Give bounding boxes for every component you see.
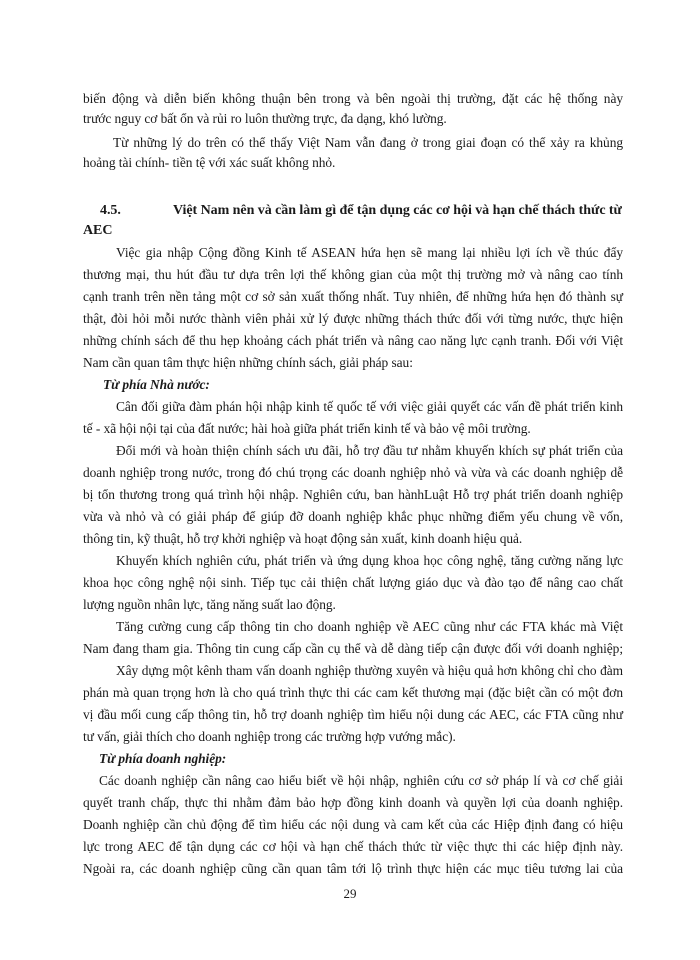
paragraph-line: Từ những lý do trên có thể thấy Việt Nam vẫn đang ở trong giai đoạn có thể xảy ra khủng [113,135,623,150]
paragraph-line: Xây dựng một kênh tham vấn doanh nghiệp thường xuyên và hiệu quả hơn không chỉ cho đàm [116,663,623,678]
paragraph-line: thương mại, thu hút đầu tư dựa trên lợi thế không gian của một thị trường mở và nâng cao tính [83,267,623,282]
paragraph-line: những chính sách để thu hẹp khoảng cách phát triển và nâng cao năng lực cạnh tranh. Đối với Việt [83,333,623,348]
paragraph-line: tư vấn, giải thích cho doanh nghiệp trong các trường hợp vướng mắc). [83,729,456,744]
paragraph-line: Ngoài ra, các doanh nghiệp cũng cần quan tâm tới lộ trình thực hiện các mục tiêu tương lai của [83,861,623,876]
section-title-cont: AEC [83,223,113,238]
paragraph-line: Các doanh nghiệp cần nâng cao hiểu biết về hội nhập, nghiên cứu cơ sở pháp lí và cơ chế giải [99,773,623,788]
paragraph-line: quyết tranh chấp, thực thi nhằm đảm bảo hợp đồng kinh doanh và quyền lợi của doanh nghiệp. [83,795,623,810]
section-number: 4.5. [100,203,121,218]
paragraph-line: lực trong AEC để tận dụng các cơ hội và hạn chế thách thức từ việc thực thi các hiệp định này. [83,839,623,854]
paragraph-line: doanh nghiệp trong nước, trong đó chú trọng các doanh nghiệp nhỏ và vừa và các doanh nghiệp dễ [83,465,623,480]
paragraph-line: Khuyến khích nghiên cứu, phát triển và ứng dụng khoa học công nghệ, tăng cường năng lực [116,553,623,568]
paragraph-line: Nam đang tham gia. Thông tin cung cấp cần cụ thể và dễ dàng tiếp cận được đối với doanh nghiệp; [83,641,623,656]
paragraph-line: lượng nguồn nhân lực, tăng năng suất lao động. [83,597,336,612]
paragraph-line: thật, đòi hỏi mỗi nước thành viên phải xử lý được những thách thức đối với từng nước, thực hiện [83,311,623,326]
paragraph-line: Việc gia nhập Cộng đồng Kinh tế ASEAN hứa hẹn sẽ mang lại nhiều lợi ích về thúc đẩy [116,245,623,260]
paragraph-line: Tăng cường cung cấp thông tin cho doanh nghiệp về AEC cũng như các FTA khác mà Việt [116,619,623,634]
paragraph-line: Nam cần quan tâm thực hiện những chính sách, giải pháp sau: [83,355,413,370]
paragraph-line: Doanh nghiệp cần chủ động để tìm hiểu các nội dung và cam kết của các Hiệp định đang có hiệu [83,817,623,832]
paragraph-line: biến động và diễn biến không thuận bên trong và bên ngoài thị trường, đặt các hệ thống này [83,91,623,106]
paragraph-line: Cân đối giữa đàm phán hội nhập kinh tế quốc tế với việc giải quyết các vấn đề phát triển kinh [116,399,623,414]
paragraph-line: bị tổn thương trong quá trình hội nhập. Nghiên cứu, ban hànhLuật Hỗ trợ phát triển doanh nghiệp [83,487,623,502]
subheading-business: Từ phía doanh nghiệp: [99,751,227,766]
paragraph-line: phán mà quan trọng hơn là cho quá trình thực thi các cam kết thương mại (đặc biệt cần có một đơn [83,685,623,700]
paragraph-line: vị đầu mối cung cấp thông tin, hỗ trợ doanh nghiệp tìm hiểu nội dung các AEC, các FTA cũng như [83,707,623,722]
paragraph-line: trước nguy cơ bất ổn và rủi ro luôn thường trực, đa dạng, khó lường. [83,111,447,126]
paragraph-line: cạnh tranh trên nền tảng một cơ sở sản xuất thống nhất. Tuy nhiên, để những hứa hẹn đó thành sự [83,289,623,304]
paragraph-line: thông tin, kỹ thuật, hỗ trợ khởi nghiệp và hoạt động sản xuất, kinh doanh hiệu quả. [83,531,523,546]
section-title: Việt Nam nên và cần làm gì để tận dụng các cơ hội và hạn chế thách thức từ [173,203,622,218]
paragraph-line: Đổi mới và hoàn thiện chính sách ưu đãi, hỗ trợ đầu tư nhằm khuyến khích sự phát triển của [116,443,623,458]
paragraph-line: hoảng tài chính- tiền tệ với xác suất không nhỏ. [83,155,336,170]
subheading-state: Từ phía Nhà nước: [103,377,210,392]
paragraph-line: khoa học công nghệ nội sinh. Tiếp tục cải thiện chất lượng giáo dục và đào tạo để nâng cao chất [83,575,623,590]
paragraph-line: tế - xã hội nội tại của đất nước; hài hoà giữa phát triển kinh tế và bảo vệ môi trường. [83,421,531,436]
paragraph-line: vừa và nhỏ và có giải pháp để giúp đỡ doanh nghiệp khắc phục những điểm yếu chung về vốn, [83,509,623,524]
page-number: 29 [343,886,357,901]
